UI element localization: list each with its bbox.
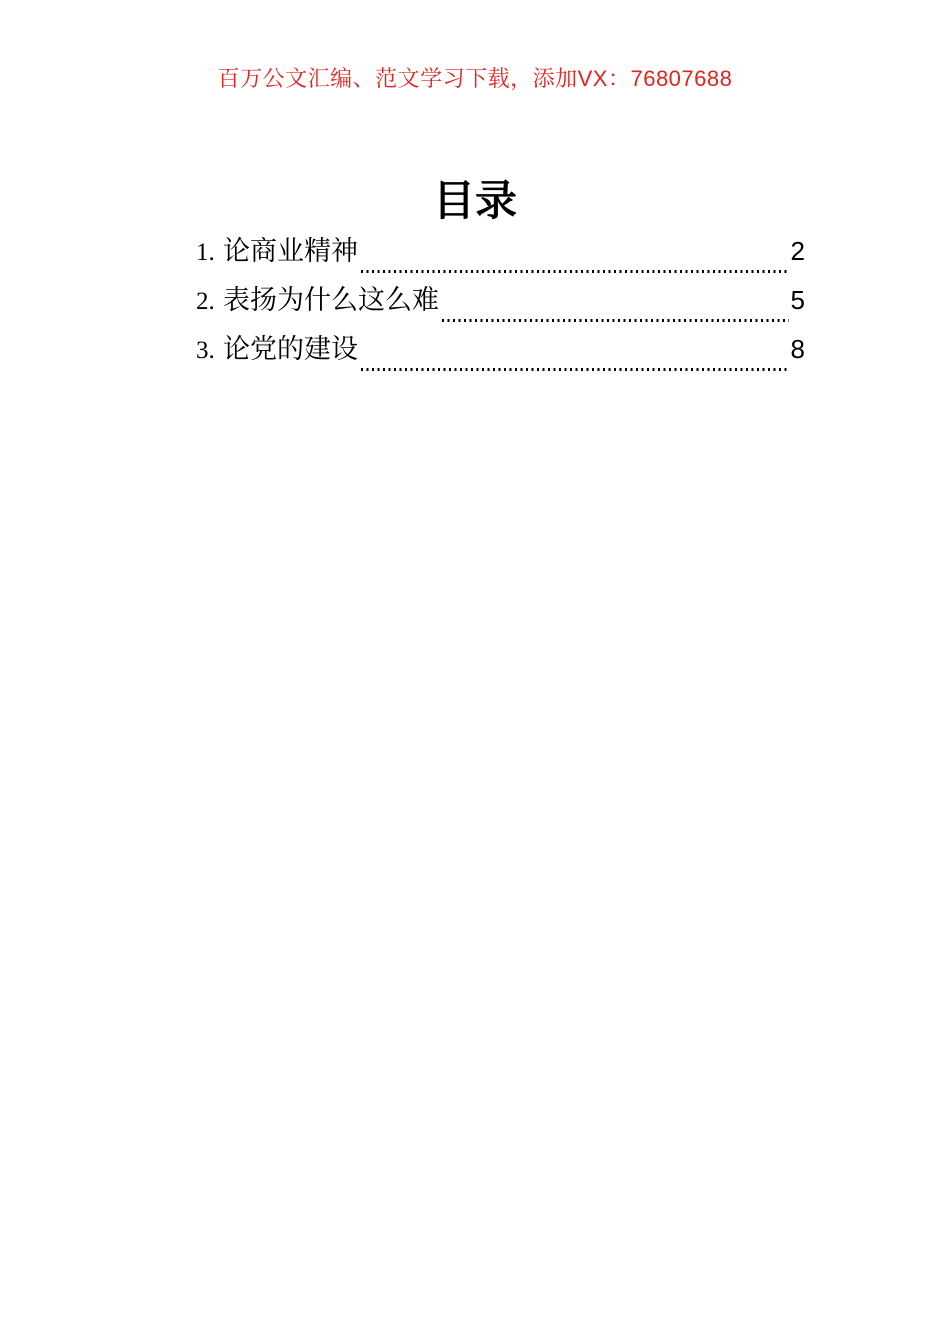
toc-entry-2[interactable] xyxy=(196,282,805,331)
toc-entry-1[interactable] xyxy=(196,233,805,282)
toc-entry-page-number: 5 xyxy=(790,285,805,315)
toc-entry-page-number: 8 xyxy=(790,334,805,364)
dot-leader xyxy=(442,319,789,322)
toc-entry-title: 表扬为什么这么难 xyxy=(223,285,439,315)
toc-entry-number: 2. xyxy=(196,288,215,315)
dot-leader xyxy=(361,270,789,273)
toc-entry-page-number: 2 xyxy=(790,236,805,266)
dot-leader xyxy=(361,368,789,371)
promo-header-text: 百万公文汇编、范文学习下载，添加VX：76807688 xyxy=(217,66,733,91)
toc-entry-3[interactable] xyxy=(196,331,805,380)
toc-entry-number: 1. xyxy=(196,239,215,266)
toc-title: 目录 xyxy=(432,177,517,224)
toc-entry-title: 论商业精神 xyxy=(223,236,358,266)
toc-list xyxy=(196,233,805,380)
toc-entry-number: 3. xyxy=(196,337,215,364)
toc-entry-title: 论党的建设 xyxy=(223,334,358,364)
